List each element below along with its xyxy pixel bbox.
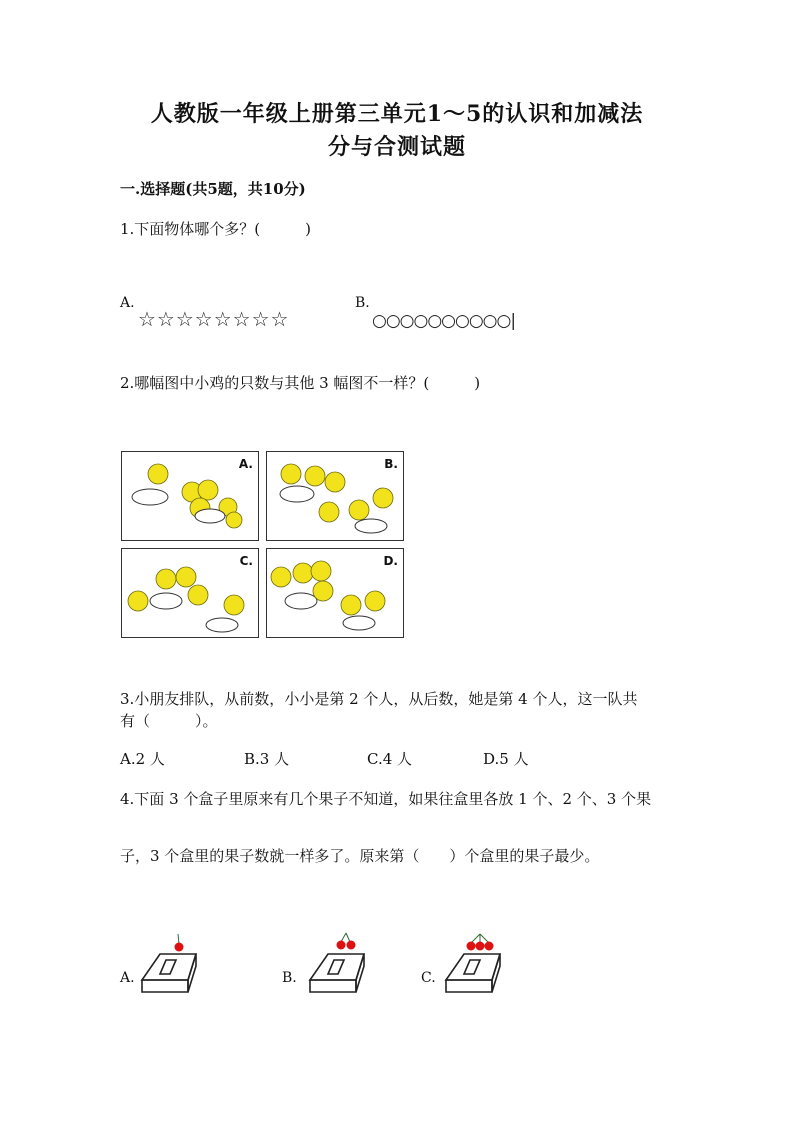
question-2-text: 2.哪幅图中小鸡的只数与其他 3 幅图不一样？( ) bbox=[120, 374, 481, 392]
chick-picture-c bbox=[121, 548, 259, 638]
q3-option-b: B.3 人 bbox=[244, 750, 290, 768]
q4-option-a-label: A. bbox=[120, 970, 135, 986]
q4-option-c-label: C. bbox=[421, 970, 436, 986]
chick-picture-d bbox=[266, 548, 404, 638]
page-title-line2: 分与合测试题 bbox=[327, 134, 466, 160]
q3-option-d: D.5 人 bbox=[483, 750, 529, 768]
panel-label-b: B. bbox=[384, 457, 398, 471]
section-heading: 一.选择题(共5题，共10分) bbox=[120, 180, 306, 198]
box-with-cherries-a bbox=[138, 928, 208, 1000]
question-1-text: 1.下面物体哪个多？( ) bbox=[120, 220, 312, 238]
chick-illustration bbox=[122, 549, 258, 637]
chick-picture-a bbox=[121, 451, 259, 541]
q1-option-a-label: A. bbox=[120, 295, 135, 311]
q1-option-a-stars: ☆☆☆☆☆☆☆☆ bbox=[138, 307, 290, 331]
cherry-icon bbox=[337, 933, 356, 950]
chick-illustration bbox=[267, 452, 403, 540]
question-4-line2: 子，3 个盒里的果子数就一样多了。原来第（ ）个盒里的果子最少。 bbox=[120, 847, 600, 865]
chick-illustration bbox=[122, 452, 258, 540]
box-with-cherries-c bbox=[442, 928, 512, 1000]
question-3-line1: 3.小朋友排队，从前数，小小是第 2 个人，从后数，她是第 4 个人，这一队共 bbox=[120, 690, 638, 708]
box-with-cherries-b bbox=[306, 928, 376, 1000]
page-title-line1: 人教版一年级上册第三单元1～5的认识和加减法 bbox=[150, 101, 644, 127]
question-4-line1: 4.下面 3 个盒子里原来有几个果子不知道，如果往盒里各放 1 个、2 个、3 个果 bbox=[120, 790, 652, 808]
question-3-line2: 有（ ）。 bbox=[120, 712, 218, 730]
q4-option-b-label: B. bbox=[282, 970, 297, 986]
q1-option-b-circles: ○○○○○○○○○○| bbox=[372, 311, 516, 331]
panel-label-d: D. bbox=[383, 554, 398, 568]
cherry-icon bbox=[175, 934, 184, 952]
chick-picture-b bbox=[266, 451, 404, 541]
q1-option-b-label: B. bbox=[355, 295, 370, 311]
q3-option-a: A.2 人 bbox=[120, 750, 165, 768]
panel-label-c: C. bbox=[239, 554, 253, 568]
q3-option-c: C.4 人 bbox=[367, 750, 413, 768]
cherry-icon bbox=[467, 934, 494, 951]
panel-label-a: A. bbox=[238, 457, 253, 471]
